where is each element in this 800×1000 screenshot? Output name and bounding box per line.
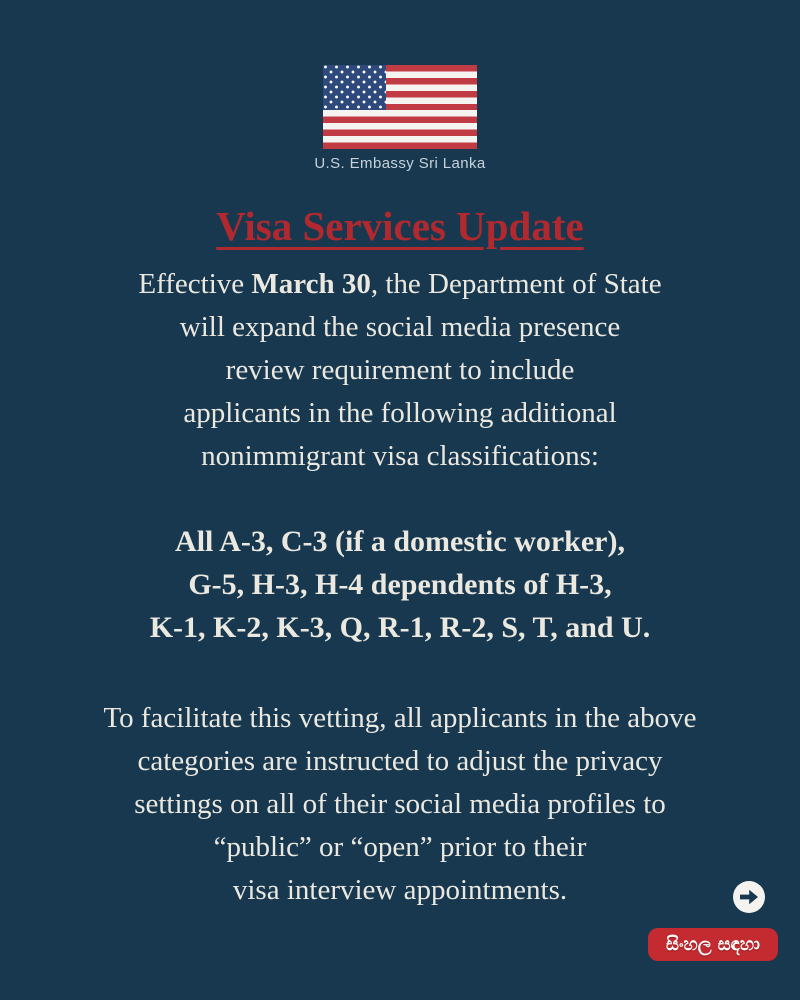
intro-line-4: applicants in the following additional <box>183 397 617 429</box>
visa-categories-line-2: G-5, H-3, H-4 dependents of H-3, <box>188 568 612 601</box>
instructions-line-4: “public” or “open” prior to their <box>213 831 587 863</box>
effective-date: March 30 <box>251 268 371 300</box>
instructions-paragraph <box>0 697 800 912</box>
visa-categories-line-3: K-1, K-2, K-3, Q, R-1, R-2, S, T, and U. <box>149 611 651 644</box>
intro-line-1: Effective March 30, the Department of State <box>138 268 662 300</box>
instructions-line-3: settings on all of their social media profiles to <box>134 788 666 820</box>
next-arrow-button[interactable] <box>733 881 765 913</box>
sinhala-badge-label: සිංහල සඳහා <box>666 934 760 955</box>
us-flag-canton <box>323 65 386 110</box>
intro-line-2: will expand the social media presence <box>179 311 621 343</box>
intro-paragraph <box>0 263 800 478</box>
page-title-text: Visa Services Update <box>216 203 584 249</box>
intro-line-3: review requirement to include <box>225 354 575 386</box>
visa-categories-list <box>0 520 800 649</box>
instructions-line-1: To facilitate this vetting, all applicants in the above <box>103 702 697 734</box>
visa-categories-line-1: All A-3, C-3 (if a domestic worker), <box>175 525 625 558</box>
embassy-label: U.S. Embassy Sri Lanka <box>314 155 486 172</box>
us-flag-icon <box>323 65 477 149</box>
instructions-line-2: categories are instructed to adjust the privacy <box>137 745 663 777</box>
page-title <box>0 202 800 250</box>
right-arrow-icon <box>733 881 765 913</box>
intro-line-5: nonimmigrant visa classifications: <box>201 440 599 472</box>
sinhala-language-badge[interactable] <box>648 928 778 961</box>
instructions-line-5: visa interview appointments. <box>232 874 568 906</box>
